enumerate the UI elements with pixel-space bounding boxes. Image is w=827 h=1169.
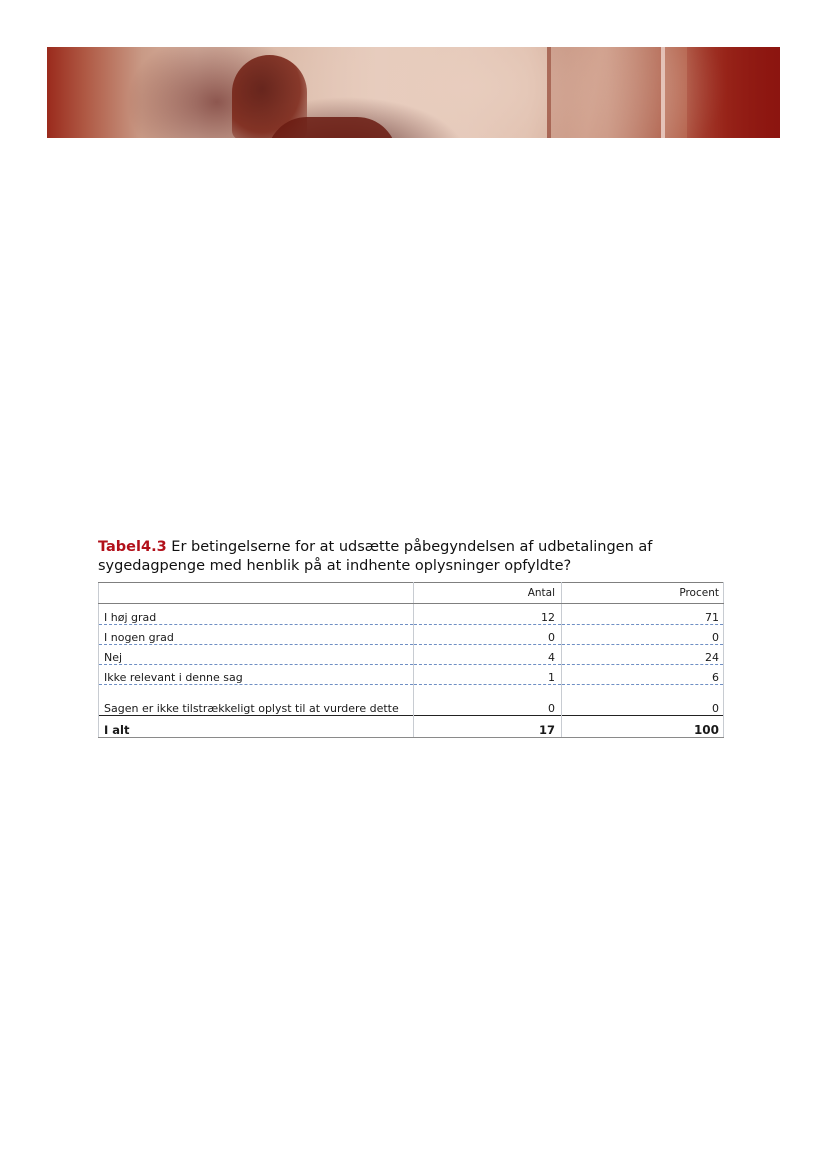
table-caption [98, 538, 738, 576]
row-antal: 1 [414, 665, 562, 685]
header-banner-image [47, 47, 780, 138]
row-label: I høj grad [99, 604, 414, 625]
table-caption-label: Tabel4.3 [98, 539, 167, 555]
table-row [99, 685, 724, 716]
row-procent: 0 [562, 625, 724, 645]
banner-screen-shape [547, 47, 665, 138]
header-cell-category [99, 583, 414, 604]
data-table [98, 582, 724, 738]
row-procent: 0 [562, 685, 724, 716]
header-cell-antal: Antal [414, 583, 562, 604]
row-antal: 4 [414, 645, 562, 665]
table-header-row [99, 583, 724, 604]
row-antal: 0 [414, 685, 562, 716]
row-label: Nej [99, 645, 414, 665]
row-label: Sagen er ikke tilstrækkeligt oplyst til at vurdere dette [99, 685, 414, 716]
row-procent: 24 [562, 645, 724, 665]
row-antal: 12 [414, 604, 562, 625]
banner-edge-shade [687, 47, 780, 138]
table-caption-text: Er betingelserne for at udsætte påbegyndelsen af udbetalingen af sygedagpenge med henblik på at indhente oplysninger opfyldte? [98, 539, 653, 574]
total-antal: 17 [414, 716, 562, 738]
table-row [99, 604, 724, 625]
row-procent: 71 [562, 604, 724, 625]
table-row [99, 645, 724, 665]
row-label: Ikke relevant i denne sag [99, 665, 414, 685]
total-procent: 100 [562, 716, 724, 738]
table-row [99, 625, 724, 645]
row-procent: 6 [562, 665, 724, 685]
row-antal: 0 [414, 625, 562, 645]
table-total-row [99, 716, 724, 738]
table-row [99, 665, 724, 685]
row-label: I nogen grad [99, 625, 414, 645]
total-label: I alt [99, 716, 414, 738]
header-cell-procent: Procent [562, 583, 724, 604]
